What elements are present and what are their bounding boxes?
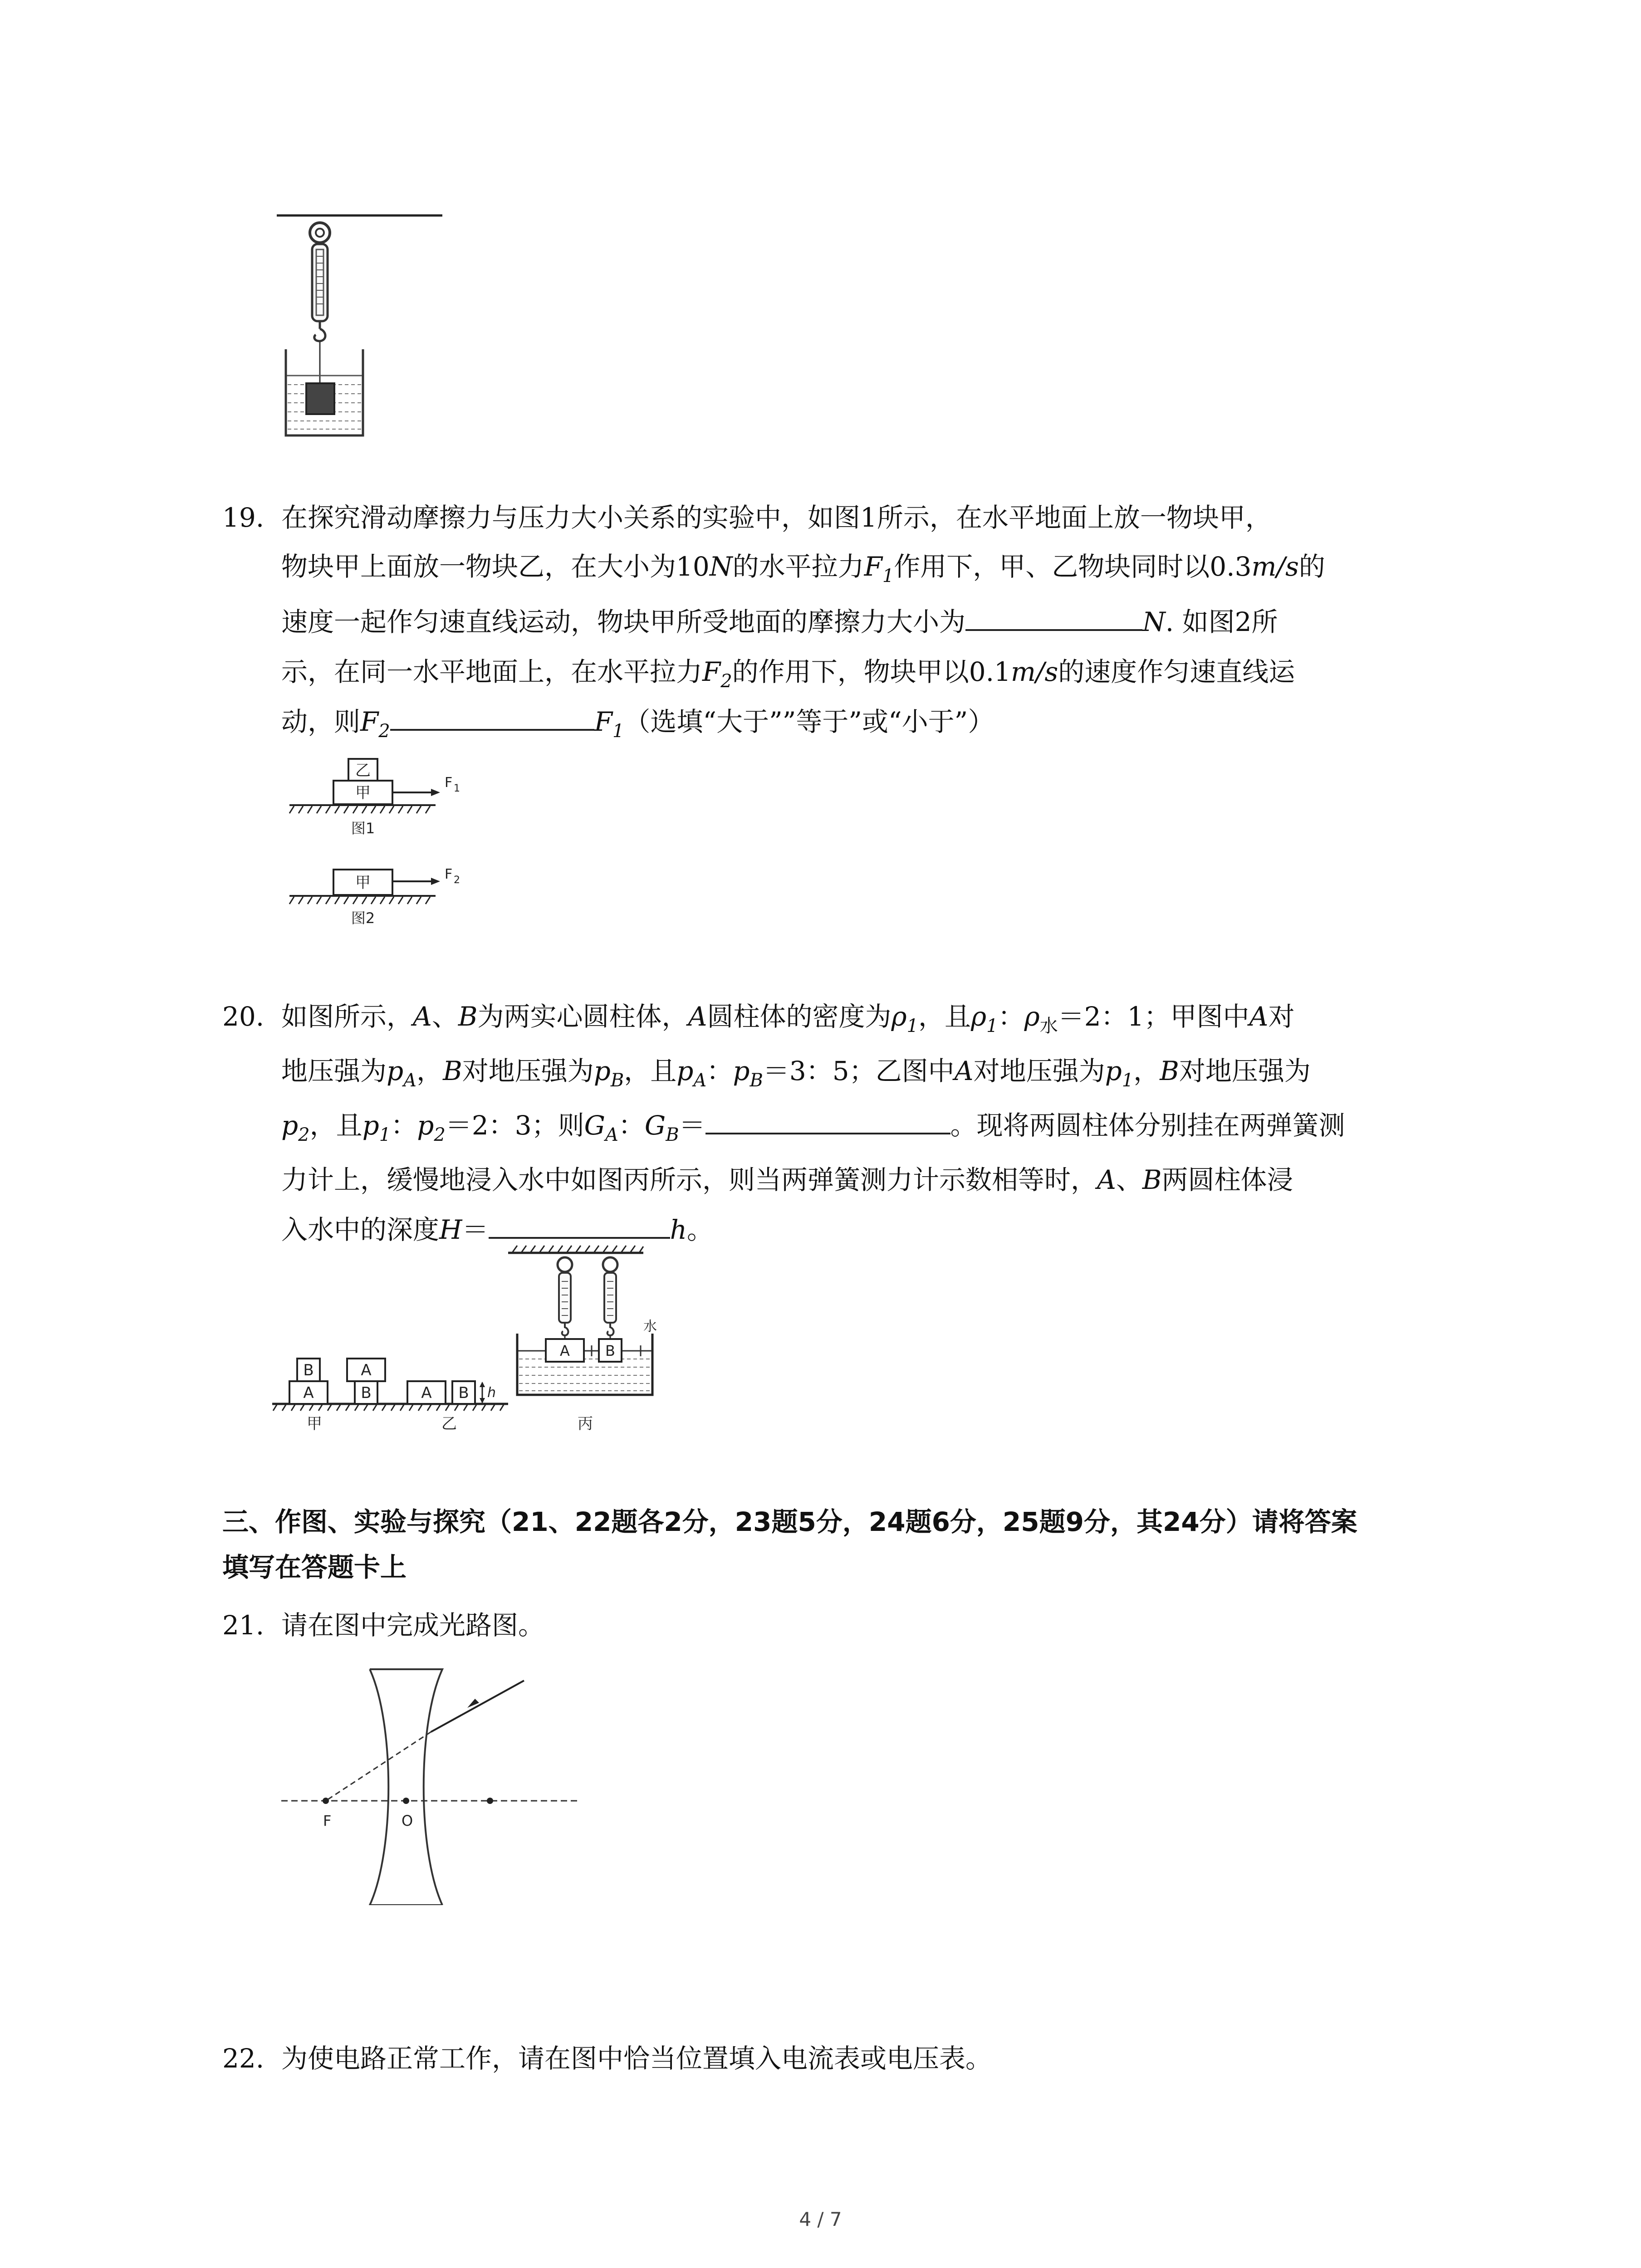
svg-text:A: A xyxy=(560,1342,570,1359)
q19-line-3: 速度一起作匀速直线运动，物块甲所受地面的摩擦力大小为 N. 如图2所 xyxy=(281,593,1278,650)
section-3-heading: 三、作图、实验与探究（21、22题各2分，23题5分，24题6分，25题9分，其24分）请将答案 xyxy=(222,1506,1357,1537)
svg-text:h: h xyxy=(487,1385,496,1401)
answer-blank-friction[interactable] xyxy=(965,601,1142,631)
q20-line-4: 力计上，缓慢地浸入水中如图丙所示，则当两弹簧测力计示数相等时，A、B两圆柱体浸 xyxy=(281,1164,1293,1195)
caption-yi: 乙 xyxy=(441,1415,457,1433)
label-o: O xyxy=(402,1812,413,1829)
question-number: 22. xyxy=(222,2043,265,2074)
answer-blank-weight-ratio[interactable] xyxy=(705,1105,950,1134)
q19-line-4: 示，在同一水平地面上，在水平拉力$F_2$的作用下，物块甲以0.1m/s的速度作匀速直线运 xyxy=(281,656,1295,692)
q19-line-2: 物块甲上面放一物块乙，在大小为10N的水平拉力$F_1$作用下，甲、乙物块同时以0.3m/s的 xyxy=(281,551,1325,587)
question-21 xyxy=(222,1597,1474,1656)
force-f2-label: F xyxy=(445,866,453,882)
block-jia-label: 甲 xyxy=(355,784,371,802)
page-number: 4 / 7 xyxy=(799,2208,842,2230)
label-f: F xyxy=(323,1812,332,1829)
q22-text: 为使电路正常工作，请在图中恰当位置填入电流表或电压表。 xyxy=(281,2043,992,2074)
svg-text:B: B xyxy=(361,1384,372,1402)
answer-blank-depth[interactable] xyxy=(489,1209,670,1239)
q20-line-2: 地压强为$p_A$，B对地压强为$p_B$，且$p_A$：$p_B=3$：5；乙图中A对地压强为$p_1$，B对地压强为 xyxy=(281,1056,1311,1091)
incident-ray xyxy=(431,1681,524,1732)
question-22 xyxy=(222,2030,1474,2089)
svg-text:A: A xyxy=(303,1384,314,1402)
friction-figures xyxy=(286,755,499,946)
spring-scale-figure xyxy=(272,204,463,440)
q21-text: 请在图中完成光路图。 xyxy=(281,1610,545,1641)
q20-line-3: $p_2$，且$p_1$：$p_2=2$：3；则$G_A$：$G_B=$ 。现将两圆柱体分别挂在两弹簧测 xyxy=(281,1097,1345,1163)
caption-fig2: 图2 xyxy=(351,909,375,927)
svg-text:A: A xyxy=(361,1361,372,1379)
extension-line xyxy=(326,1732,431,1801)
water-label: 水 xyxy=(643,1319,657,1334)
lens-diagram[interactable] xyxy=(272,1651,590,1905)
q20-line-5: 入水中的深度H＝ h。 xyxy=(281,1201,713,1258)
force-f1-label: F xyxy=(445,775,453,791)
question-19 xyxy=(222,489,1474,743)
svg-text:A: A xyxy=(421,1384,432,1402)
question-20 xyxy=(222,988,1474,1245)
question-number: 19. xyxy=(222,502,265,533)
block-yi-label: 乙 xyxy=(355,762,371,780)
block-jia-2-label: 甲 xyxy=(355,874,371,892)
q19-line-1: 在探究滑动摩擦力与压力大小关系的实验中，如图1所示，在水平地面上放一物块甲， xyxy=(281,502,1272,533)
question-number: 20. xyxy=(222,1001,265,1032)
q19-line-5: 动，则$F_2$ $F_1$（选填“大于””等于”或“小于”） xyxy=(281,693,994,760)
caption-bing: 丙 xyxy=(578,1415,593,1433)
question-number: 21. xyxy=(222,1610,265,1641)
q20-line-1: 如图所示，A、B为两实心圆柱体，A圆柱体的密度为$\rho_1$，且$\rho_1$：$\rho_水=2$：1；甲图中A对 xyxy=(281,1001,1295,1036)
svg-text:B: B xyxy=(605,1342,615,1359)
caption-fig1: 图1 xyxy=(351,820,375,837)
svg-text:1: 1 xyxy=(454,783,460,794)
svg-text:2: 2 xyxy=(454,875,460,886)
section-3-heading-line2: 填写在答题卡上 xyxy=(222,1552,407,1583)
cylinders-figure xyxy=(272,1243,658,1452)
caption-jia: 甲 xyxy=(307,1415,322,1433)
focal-point-right xyxy=(487,1798,493,1804)
optical-center xyxy=(403,1798,409,1804)
answer-blank-compare[interactable] xyxy=(390,701,594,731)
svg-text:B: B xyxy=(303,1361,314,1379)
submerged-block xyxy=(306,383,334,414)
svg-text:B: B xyxy=(458,1384,469,1402)
